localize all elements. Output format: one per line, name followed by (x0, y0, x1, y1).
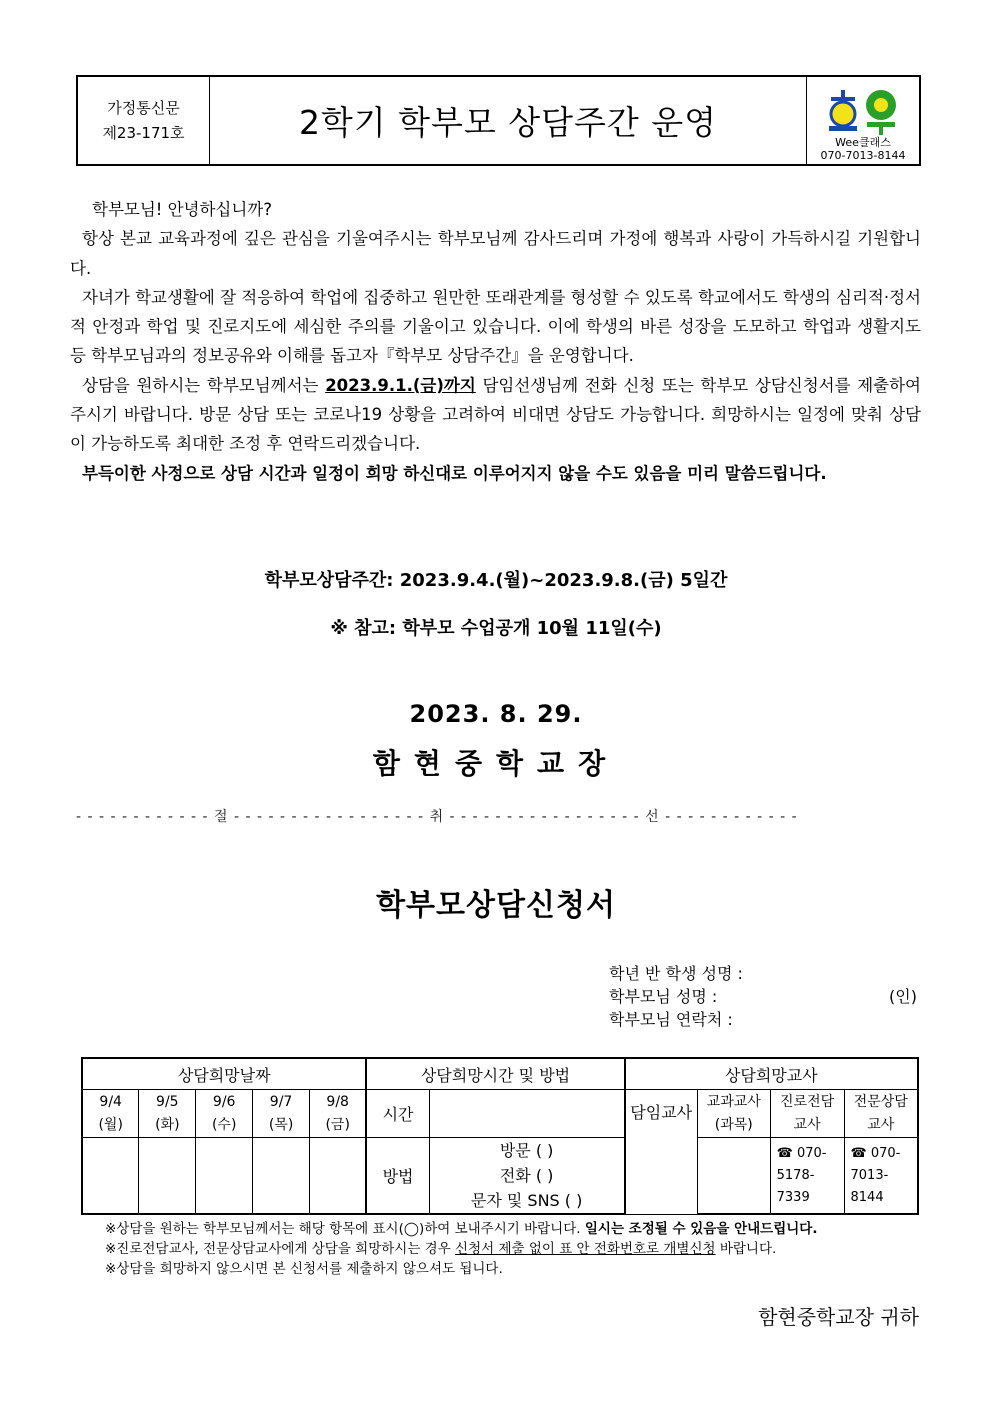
seal-mark: (인) (889, 987, 917, 1006)
career-teacher-phone (770, 1138, 844, 1215)
method-options[interactable] (429, 1138, 624, 1215)
subject-teacher-label: 교과교사 (706, 1093, 761, 1110)
day-fri-cell[interactable] (310, 1138, 367, 1215)
deadline-date: 2023.9.1.(금)까지 (325, 375, 476, 395)
paragraph-4: 부득이한 사정으로 상담 시간과 일정이 희망 하신대로 이루어지지 않을 수도 있음을 미리 말씀드립니다. (82, 463, 827, 483)
day-date: 9/4 (99, 1093, 122, 1110)
counselor-line1: 전문상담 (853, 1093, 908, 1110)
paragraph-3 (70, 371, 921, 459)
school-emblem-icon (827, 88, 899, 136)
day-tue-cell[interactable] (139, 1138, 196, 1215)
footnote-2 (105, 1239, 817, 1259)
issue-number (78, 77, 210, 164)
footnotes (105, 1219, 817, 1279)
counselor-phone (844, 1138, 918, 1215)
day-thu-cell[interactable] (253, 1138, 310, 1215)
cut-line-char-2: 취 (429, 809, 445, 825)
paragraph-3-start: 상담을 원하시는 학부모님께서는 (82, 375, 326, 395)
logo-phone: 070-7013-8144 (820, 149, 906, 162)
day-dow: (목) (268, 1116, 294, 1133)
paragraph-3-end: 담임선생님께 전화 신청 또는 학부모 상담신청서를 제출하여 주시기 바랍니다. 방문 상담 또는 코로나19 상황을 고려하여 비대면 상담도 가능합니다. 희망하시는 일정에 맞춰 상담이 가능하도록 최대한 조정 후 연락드리겠습니다. (70, 375, 921, 454)
footnote-2-underlined: 신청서 제출 없이 표 안 전화번호로 개별신청 (455, 1241, 716, 1257)
header-time-method: 상담희망시간 및 방법 (366, 1058, 624, 1090)
header-box (76, 75, 921, 166)
table-entry-row (82, 1138, 918, 1215)
cut-line-dashes-3: - - - - - - - - - - - - - - - - - (449, 809, 640, 825)
student-line[interactable] (609, 962, 919, 985)
table-subheader-row (82, 1090, 918, 1138)
phone-line2: 5178-7339 (776, 1167, 815, 1205)
method-sns[interactable]: 문자 및 SNS ( ) (470, 1191, 583, 1210)
cut-line-char-1: 절 (214, 809, 229, 825)
logo-caption: Wee클래스 (835, 136, 891, 149)
table-header-row (82, 1058, 918, 1090)
subject-label: (과목) (714, 1116, 753, 1133)
homeroom-label: 담임교사 (630, 1103, 693, 1122)
counselor-teacher (844, 1090, 918, 1138)
form-title: 학부모상담신청서 (376, 888, 616, 923)
footnote-2-end: 바랍니다. (715, 1241, 777, 1257)
applicant-info (609, 962, 919, 1031)
footnote-1-text: ※상담을 원하는 학부모님께서는 해당 항목에 표시(◯)하여 보내주시기 바랍니다. (105, 1221, 585, 1237)
career-teacher-line2: 교사 (793, 1116, 821, 1133)
day-thu (253, 1090, 310, 1138)
career-teacher (770, 1090, 844, 1138)
addressee-signature: 함현중학교장 귀하 (758, 1305, 919, 1329)
greeting: 학부모님! 안녕하십니까? (92, 200, 273, 219)
paragraph-1: 항상 본교 교육과정에 깊은 관심을 기울여주시는 학부모님께 감사드리며 가정에 행복과 사랑이 가득하시길 기원합니다. (70, 229, 921, 278)
issue-date: 2023. 8. 29. (409, 700, 583, 728)
day-mon (82, 1090, 139, 1138)
day-date: 9/6 (212, 1093, 236, 1110)
phone-line2: 7013-8144 (850, 1167, 889, 1205)
day-dow: (월) (98, 1116, 123, 1133)
day-date: 9/5 (156, 1093, 179, 1110)
footnote-1-bold: 일시는 조정될 수 있음을 안내드립니다. (584, 1221, 818, 1237)
phone-line1: ☎ 070- (776, 1145, 827, 1161)
cut-line-dashes-4: - - - - - - - - - - - - (665, 809, 798, 825)
day-fri (310, 1090, 367, 1138)
day-date: 9/7 (269, 1093, 293, 1110)
principal-name: 함현중학교장 (372, 747, 620, 780)
header-teacher: 상담희망교사 (625, 1058, 918, 1090)
header-date: 상담희망날짜 (82, 1058, 366, 1090)
day-tue (139, 1090, 196, 1138)
school-logo (806, 77, 919, 164)
day-mon-cell[interactable] (82, 1138, 139, 1215)
cut-line-dashes-1: - - - - - - - - - - - - (76, 809, 209, 825)
day-date: 9/8 (326, 1093, 349, 1110)
day-wed-cell[interactable] (196, 1138, 253, 1215)
time-input-cell[interactable] (429, 1090, 624, 1138)
method-phone[interactable]: 전화 ( ) (499, 1166, 554, 1185)
parent-contact-line[interactable] (609, 1008, 919, 1031)
issue-label: 가정통신문 (107, 98, 180, 117)
homeroom-teacher (625, 1090, 698, 1215)
student-line-label: 학년 반 학생 성명 : (609, 964, 743, 983)
career-teacher-line1: 진로전담 (780, 1093, 835, 1110)
subject-teacher (697, 1090, 770, 1138)
issue-code: 제23-171호 (102, 123, 185, 142)
cut-line-dashes-2: - - - - - - - - - - - - - - - - - (234, 809, 425, 825)
day-dow: (금) (325, 1116, 350, 1133)
cut-line-char-3: 선 (645, 809, 660, 825)
notice-body (70, 195, 921, 488)
footnote-2-text: ※진로전담교사, 전문상담교사에게 상담을 희망하시는 경우 (105, 1241, 456, 1257)
paragraph-2: 자녀가 학교생활에 잘 적응하여 학업에 집중하고 원만한 또래관계를 형성할 수 있도록 학교에서도 학생의 심리적·정서적 안정과 학업 및 진로지도에 세심한 주의를 기울이고 있습니다. 이에 학생의 바른 성장을 도모하고 학업과 생활지도 등 학부모님과의 정보공유와 이해를 돕고자『학부모 상담주간』을 운영합니다. (70, 287, 921, 366)
method-visit[interactable]: 방문 ( ) (499, 1141, 554, 1160)
footnote-1 (105, 1219, 817, 1239)
parent-name-line[interactable] (609, 985, 919, 1008)
parent-name-label: 학부모님 성명 : (609, 987, 718, 1006)
footnote-3: ※상담을 희망하지 않으시면 본 신청서를 제출하지 않으셔도 됩니다. (105, 1261, 503, 1277)
day-dow: (화) (155, 1116, 180, 1133)
parent-contact-label: 학부모님 연락처 : (609, 1010, 733, 1029)
notice-title: 2학기 학부모 상담주간 운영 (298, 103, 718, 142)
subject-teacher-cell[interactable] (697, 1138, 770, 1215)
method-label: 방법 (366, 1138, 429, 1215)
counseling-week: 학부모상담주간: 2023.9.4.(월)~2023.9.8.(금) 5일간 (264, 570, 728, 591)
time-label: 시간 (366, 1090, 429, 1138)
day-wed (196, 1090, 253, 1138)
cut-line (76, 806, 906, 826)
counselor-line2: 교사 (867, 1116, 895, 1133)
request-table (81, 1057, 919, 1215)
day-dow: (수) (211, 1116, 237, 1133)
reference-note: ※ 참고: 학부모 수업공개 10월 11일(수) (330, 618, 662, 639)
phone-line1: ☎ 070- (850, 1145, 901, 1161)
